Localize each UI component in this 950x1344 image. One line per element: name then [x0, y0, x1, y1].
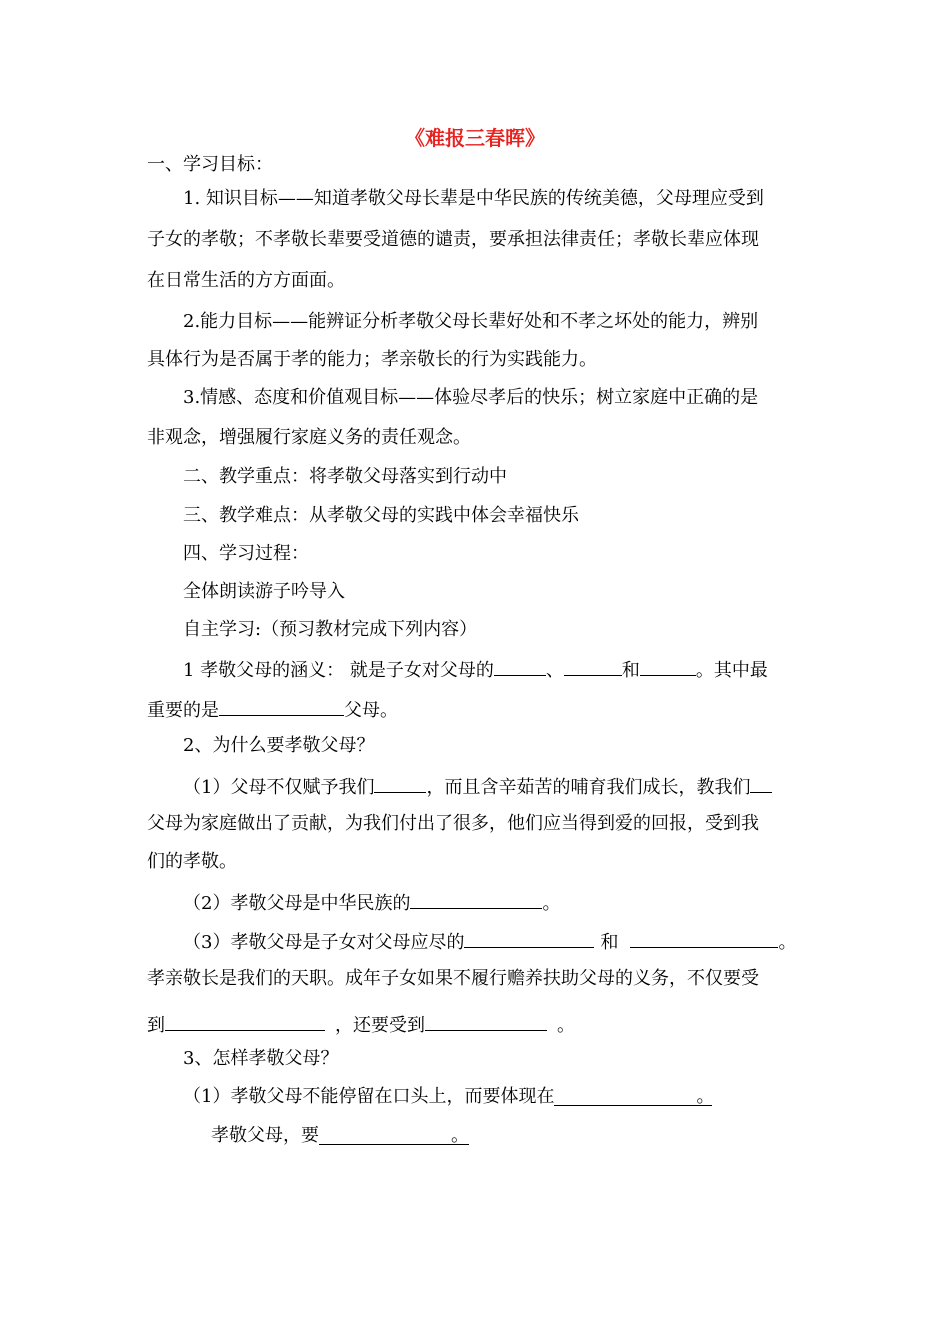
intro-reading: 全体朗读游子吟导入 [183, 581, 345, 602]
q2-p3-line-2: 孝亲敬长是我们的天职。成年子女如果不履行赡养扶助父母的义务，不仅要受 [147, 968, 759, 989]
q1-text-d: 。其中最 [695, 660, 768, 681]
q3-p1 [183, 1085, 950, 1109]
blank-field[interactable] [554, 1085, 715, 1107]
blank-field[interactable] [425, 1010, 547, 1031]
q3-p2 [211, 1124, 950, 1148]
blank-field[interactable] [630, 927, 778, 948]
q1-line-2 [147, 695, 950, 723]
q2-p1-line-3: 们的孝敬。 [147, 851, 237, 872]
blank-field[interactable] [319, 1124, 469, 1145]
goal-knowledge-line-3: 在日常生活的方方面面。 [147, 270, 345, 291]
goal-ability-line-2: 具体行为是否属于孝的能力；孝亲敬长的行为实践能力。 [147, 349, 597, 370]
q3-heading: 3、怎样孝敬父母？ [183, 1048, 339, 1069]
learning-process-heading: 四、学习过程： [183, 543, 309, 564]
q2-p3-line-1 [183, 927, 950, 955]
blank-field[interactable] [219, 695, 344, 716]
q2-p2-text-b: 。 [542, 893, 561, 914]
blank-field[interactable] [374, 772, 426, 793]
q2-p1-line-2: 父母为家庭做出了贡献，为我们付出了很多，他们应当得到爱的回报，受到我 [147, 813, 759, 834]
goal-ability-line-1: 2.能力目标——能辨证分析孝敬父母长辈好处和不孝之坏处的能力，辨别 [183, 311, 759, 332]
blank-field[interactable] [494, 655, 546, 676]
q2-p2-text-a: （2）孝敬父母是中华民族的 [183, 893, 411, 914]
blank-field[interactable] [410, 888, 542, 909]
blank-field[interactable] [640, 655, 696, 676]
q1-text-f: 父母。 [344, 700, 398, 721]
q3-p2-text-a: 孝敬父母，要 [211, 1125, 319, 1146]
q2-heading: 2、为什么要孝敬父母？ [183, 735, 375, 756]
q1-text-a: 1 孝敬父母的涵义： 就是子女对父母的 [183, 660, 494, 681]
goal-emotion-line-1: 3.情感、态度和价值观目标——体验尽孝后的快乐；树立家庭中正确的是 [183, 387, 759, 408]
q2-p1-line-1 [183, 772, 950, 800]
q1-text-e: 重要的是 [147, 700, 219, 721]
document-title: 《难报三春晖》 [405, 126, 545, 150]
goal-knowledge-line-1: 1. 知识目标——知道孝敬父母长辈是中华民族的传统美德，父母理应受到 [183, 188, 764, 209]
teaching-focus: 二、教学重点：将孝敬父母落实到行动中 [183, 466, 507, 487]
q2-p3-line-3 [147, 1010, 950, 1038]
blank-field[interactable] [464, 927, 594, 948]
q3-p1-text-b: 。 [696, 1086, 715, 1107]
q2-p3-text-b: 和 [600, 932, 619, 953]
q2-p1-text-a: （1）父母不仅赋予我们 [183, 777, 375, 798]
q3-p1-text-a: （1）孝敬父母不能停留在口头上，而要体现在 [183, 1086, 555, 1107]
section-heading-goals: 一、学习目标： [147, 154, 273, 175]
q1-text-b: 、 [545, 660, 564, 681]
q2-p3-text-g: 。 [557, 1015, 575, 1036]
q2-p2 [183, 888, 950, 916]
goal-knowledge-line-2: 子女的孝敬；不孝敬长辈要受道德的谴责，要承担法律责任；孝敬长辈应体现 [147, 229, 759, 250]
q2-p3-text-a: （3）孝敬父母是子女对父母应尽的 [183, 932, 465, 953]
blank-field[interactable] [750, 772, 772, 793]
q1-text-c: 和 [621, 660, 640, 681]
blank-field[interactable] [564, 655, 622, 676]
q2-p1-text-b: ，而且含辛茹苦的哺育我们成长，教我们 [426, 777, 751, 798]
q2-p3-text-f: ，还要受到 [335, 1015, 425, 1036]
blank-field[interactable] [165, 1010, 325, 1031]
q2-p3-text-e: 到 [147, 1015, 165, 1036]
q3-p2-text-b: 。 [451, 1125, 469, 1146]
goal-emotion-line-2: 非观念，增强履行家庭义务的责任观念。 [147, 427, 471, 448]
q2-p3-text-c: 。 [778, 932, 797, 953]
teaching-difficulty: 三、教学难点：从孝敬父母的实践中体会幸福快乐 [183, 505, 579, 526]
self-study-heading: 自主学习:（预习教材完成下列内容） [183, 619, 478, 640]
q1-line-1 [183, 655, 950, 683]
